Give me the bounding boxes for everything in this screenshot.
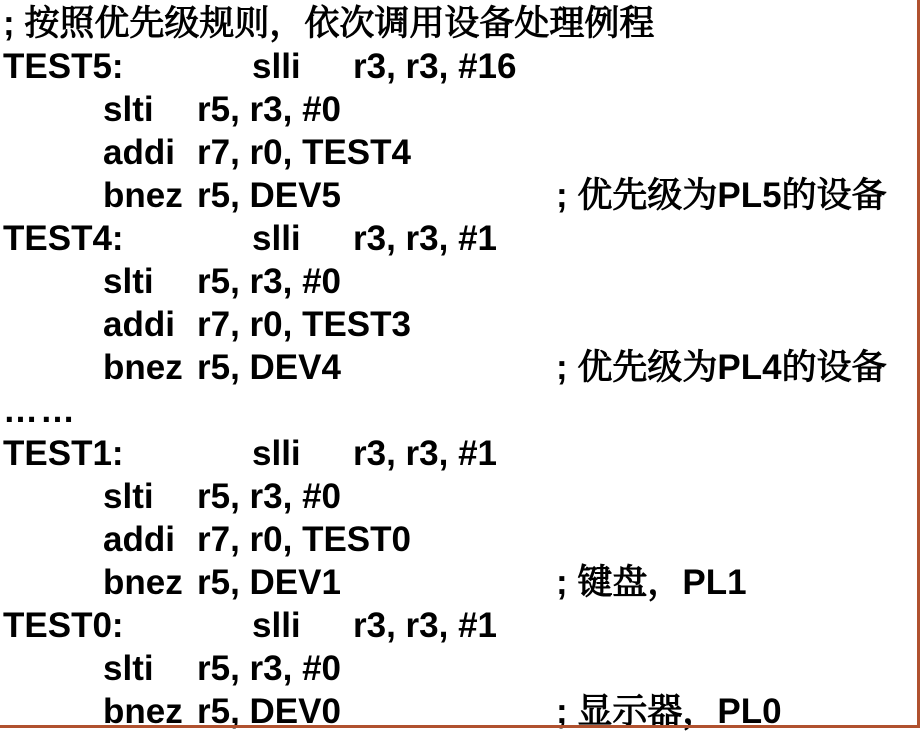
instruction-operands: r5, r3, #0 (197, 90, 341, 129)
instruction-opcode: slti (103, 262, 154, 301)
inline-comment: ; 优先级为PL4的设备 (556, 348, 887, 387)
instruction-opcode: addi (103, 133, 175, 172)
instruction-operands: r5, DEV1 (197, 563, 341, 602)
instruction-operands: r5, DEV4 (197, 348, 341, 387)
instruction-operands: r7, r0, TEST0 (197, 520, 411, 559)
code-line (0, 561, 923, 604)
instruction-opcode: bnez (103, 348, 183, 387)
code-line (0, 604, 923, 647)
instruction-operands: r3, r3, #1 (353, 434, 497, 473)
code-line (0, 346, 923, 389)
instruction-operands: r5, DEV5 (197, 176, 341, 215)
instruction-opcode: slli (252, 47, 301, 86)
instruction-label: TEST0: (3, 606, 124, 645)
instruction-operands: r7, r0, TEST4 (197, 133, 411, 172)
instruction-opcode: bnez (103, 563, 183, 602)
instruction-operands: r5, r3, #0 (197, 649, 341, 688)
inline-comment: ; 显示器，PL0 (556, 692, 782, 731)
instruction-operands: r5, r3, #0 (197, 262, 341, 301)
code-line (0, 389, 923, 432)
code-line (0, 475, 923, 518)
code-line (0, 690, 923, 733)
instruction-label: TEST1: (3, 434, 124, 473)
instruction-operands: r3, r3, #16 (353, 47, 517, 86)
ellipsis-text: …… (3, 391, 77, 430)
code-line (0, 2, 923, 45)
instruction-opcode: slti (103, 90, 154, 129)
instruction-opcode: slti (103, 649, 154, 688)
inline-comment: ; 优先级为PL5的设备 (556, 176, 887, 215)
instruction-operands: r7, r0, TEST3 (197, 305, 411, 344)
code-line (0, 88, 923, 131)
code-line (0, 45, 923, 88)
instruction-operands: r5, r3, #0 (197, 477, 341, 516)
code-line (0, 647, 923, 690)
instruction-label: TEST5: (3, 47, 124, 86)
instruction-opcode: bnez (103, 692, 183, 731)
instruction-operands: r5, DEV0 (197, 692, 341, 731)
code-line (0, 303, 923, 346)
instruction-opcode: slli (252, 606, 301, 645)
instruction-opcode: slli (252, 434, 301, 473)
instruction-operands: r3, r3, #1 (353, 606, 497, 645)
instruction-operands: r3, r3, #1 (353, 219, 497, 258)
instruction-opcode: slti (103, 477, 154, 516)
instruction-opcode: slli (252, 219, 301, 258)
inline-comment: ; 键盘，PL1 (556, 563, 747, 602)
instruction-opcode: addi (103, 305, 175, 344)
instruction-label: TEST4: (3, 219, 124, 258)
code-line (0, 217, 923, 260)
code-lines (0, 2, 923, 733)
code-line (0, 432, 923, 475)
code-line (0, 174, 923, 217)
code-line (0, 260, 923, 303)
full-line-comment: ; 按照优先级规则，依次调用设备处理例程 (3, 4, 655, 43)
instruction-opcode: addi (103, 520, 175, 559)
code-line (0, 131, 923, 174)
code-line (0, 518, 923, 561)
instruction-opcode: bnez (103, 176, 183, 215)
